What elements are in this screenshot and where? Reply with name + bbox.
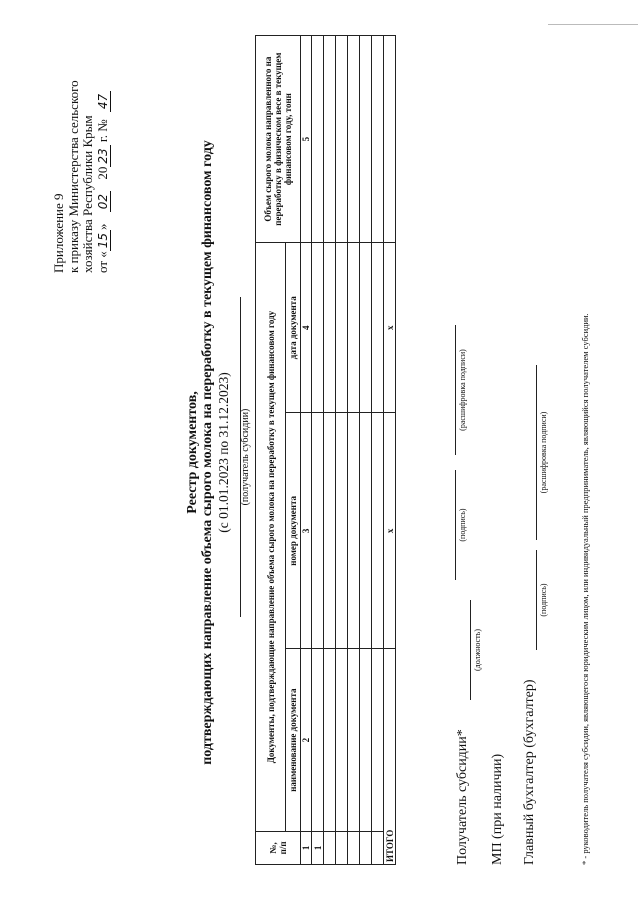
- year-prefix: 20: [94, 166, 110, 180]
- period-text: (с 01.01.2023 по 31.12.2023): [216, 372, 231, 533]
- row-doc-name-cell: [348, 649, 360, 831]
- row-doc-date-cell: [360, 243, 372, 413]
- col-num: 5: [301, 36, 312, 243]
- caption-decoding2: (расшифровка подписи): [539, 411, 548, 494]
- row-doc-number-cell: [360, 413, 372, 649]
- total-date: х: [384, 243, 396, 413]
- row-doc-number-cell: [372, 413, 384, 649]
- caption-signature2: (подпись): [539, 583, 548, 617]
- header-documents: Документы, подтверждающие направление объема сырого молока на переработку в текущем финансовом году: [256, 243, 286, 832]
- table-row: [360, 36, 372, 865]
- row-doc-name-cell: [360, 649, 372, 831]
- appendix-date-line: [96, 3, 111, 273]
- signature-line: [455, 470, 456, 580]
- decoding-line: [455, 325, 456, 455]
- header-doc-name: наименование документа: [286, 649, 301, 831]
- row-doc-date-cell: [336, 243, 348, 413]
- appendix-title: Приложение 9: [51, 193, 66, 273]
- title-line2: подтверждающих направление объема сырого молока на переработку в текущем финансовом году: [200, 140, 215, 765]
- appendix-line3: хозяйства Республики Крым: [80, 115, 95, 273]
- table-row: [336, 36, 348, 865]
- handwritten-month: 02: [96, 191, 111, 212]
- row-doc-name-cell: [372, 649, 384, 831]
- date-prefix: от «: [94, 251, 110, 273]
- total-number: х: [384, 413, 396, 649]
- appendix-line2: к приказу Министерства сельского: [65, 80, 81, 273]
- title-line1: Реестр документов,: [185, 391, 200, 514]
- total-label: ИТОГО: [384, 649, 396, 865]
- col-num: 4: [301, 243, 312, 413]
- row-num-cell: [360, 831, 372, 864]
- table-body: [312, 36, 384, 865]
- table-row: [312, 36, 324, 865]
- row-doc-number-cell: [336, 413, 348, 649]
- accountant-label: Главный бухгалтер (бухгалтер): [522, 679, 537, 865]
- register-table: [255, 35, 396, 865]
- row-volume-cell: [312, 36, 324, 243]
- page-title: [185, 40, 215, 865]
- row-num-cell: 1: [312, 831, 324, 864]
- caption-signature: (подпись): [458, 508, 467, 542]
- caption-decoding: (расшифровка подписи): [458, 349, 467, 431]
- header-volume: Объем сырого молока направленного на переработку в физическом весе в текущем финансовом году, тонн: [256, 36, 301, 243]
- header-number: №, п/п: [256, 831, 301, 864]
- col-num: 1: [301, 831, 312, 864]
- appendix-block: [52, 3, 110, 273]
- row-doc-name-cell: [336, 649, 348, 831]
- row-doc-date-cell: [372, 243, 384, 413]
- row-doc-number-cell: [312, 413, 324, 649]
- row-doc-name-cell: [312, 649, 324, 831]
- row-volume-cell: [336, 36, 348, 243]
- column-number-row: [301, 36, 312, 865]
- header-doc-date: дата документа: [286, 243, 301, 413]
- handwritten-year: 23: [96, 145, 111, 166]
- accountant-signature-line: [536, 550, 537, 650]
- recipient-caption: (получатель субсидии): [240, 408, 251, 506]
- row-volume-cell: [372, 36, 384, 243]
- total-row: [384, 36, 396, 865]
- row-num-cell: [324, 831, 336, 864]
- row-volume-cell: [324, 36, 336, 243]
- accountant-decoding-line: [536, 365, 537, 540]
- row-doc-date-cell: [348, 243, 360, 413]
- table-row: [372, 36, 384, 865]
- position-line: [470, 600, 471, 700]
- row-doc-date-cell: [324, 243, 336, 413]
- col-num: 2: [301, 649, 312, 831]
- footnote: * - руководитель получателя субсидии, являющегося юридическим лицом, или индивидуальный предприниматель, являющийся получателем субсидии.: [580, 313, 590, 865]
- row-num-cell: [348, 831, 360, 864]
- handwritten-order-number: 47: [96, 91, 111, 112]
- col-num: 3: [301, 413, 312, 649]
- caption-position: (должность): [473, 629, 482, 671]
- stamp-label: МП (при наличии): [490, 753, 505, 865]
- header-doc-number: номер документа: [286, 413, 301, 649]
- date-day-close: »: [94, 223, 110, 230]
- row-volume-cell: [348, 36, 360, 243]
- row-doc-date-cell: [312, 243, 324, 413]
- row-num-cell: [336, 831, 348, 864]
- table-row: [348, 36, 360, 865]
- scan-edge-line: [548, 24, 638, 25]
- table-row: [324, 36, 336, 865]
- year-tail: г. №: [94, 119, 110, 146]
- row-doc-number-cell: [348, 413, 360, 649]
- row-num-cell: [372, 831, 384, 864]
- row-doc-number-cell: [324, 413, 336, 649]
- row-volume-cell: [360, 36, 372, 243]
- recipient-signature-label: Получатель субсидии*: [455, 729, 470, 865]
- handwritten-day: 15: [96, 230, 111, 251]
- total-volume: [384, 36, 396, 243]
- row-doc-name-cell: [324, 649, 336, 831]
